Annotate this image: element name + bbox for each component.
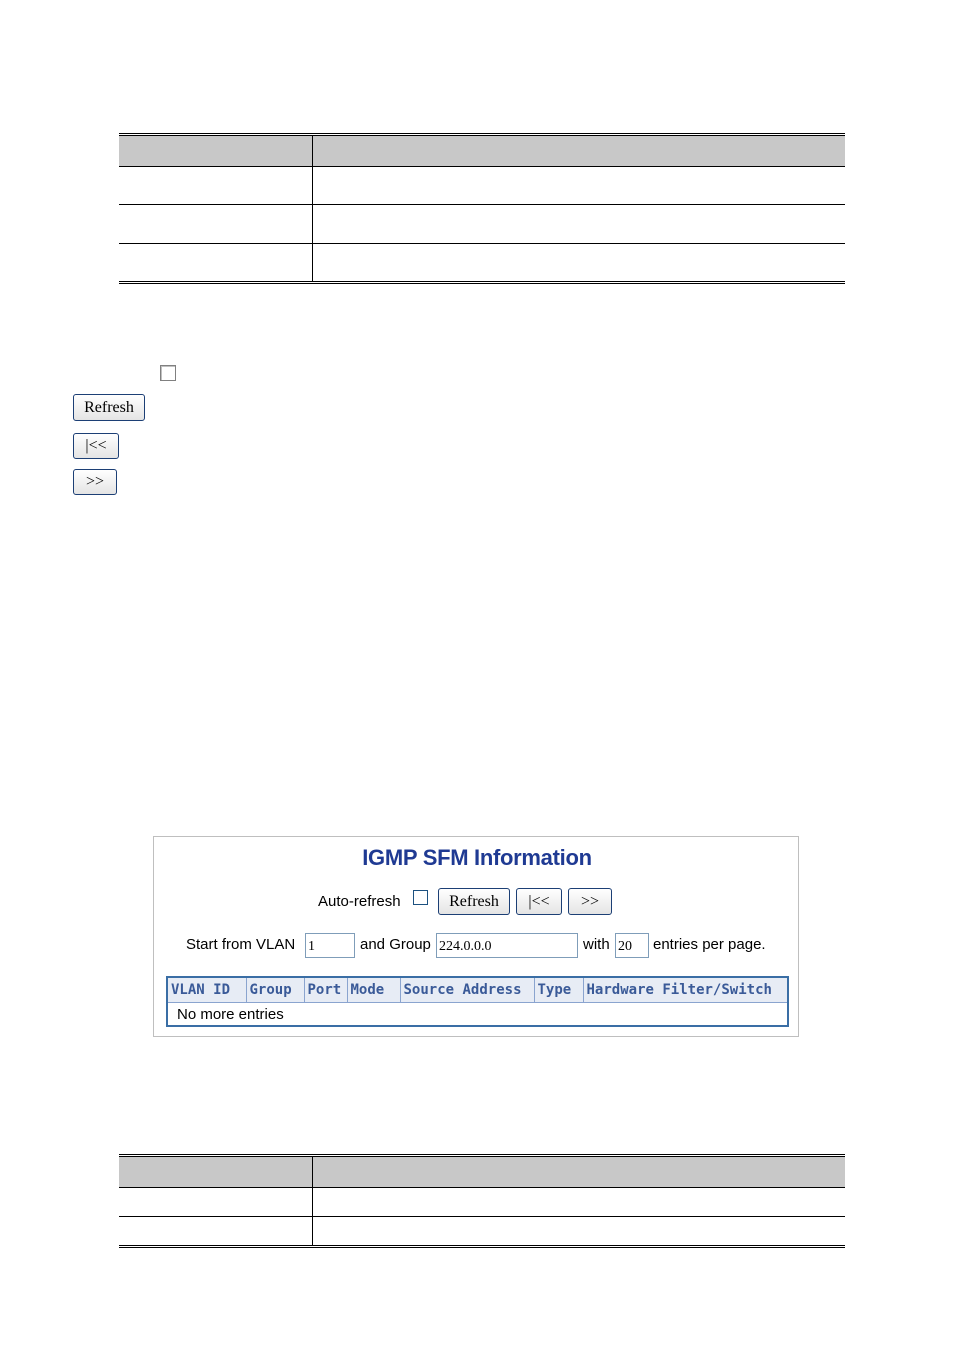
table-row — [119, 244, 845, 283]
entries-per-page-input[interactable] — [615, 933, 649, 958]
empty-message: No more entries — [167, 1003, 788, 1027]
sfm-info-table — [166, 976, 789, 1027]
vlan-start-input[interactable] — [305, 933, 355, 958]
table-row — [119, 1217, 845, 1247]
column-header-hardware-filter: Hardware Filter/Switch — [583, 977, 788, 1003]
table-header-row — [167, 977, 788, 1003]
table-cell — [119, 1217, 312, 1247]
table-row — [119, 1188, 845, 1217]
column-header-port: Port — [304, 977, 347, 1003]
auto-refresh-checkbox-legend[interactable] — [160, 365, 176, 381]
igmp-sfm-panel — [153, 836, 799, 1037]
next-page-button-legend[interactable]: >> — [73, 469, 117, 495]
with-label: with — [583, 936, 610, 953]
column-header-vlan-id: VLAN ID — [167, 977, 246, 1003]
top-description-table — [119, 133, 845, 284]
table-cell — [312, 1188, 845, 1217]
next-page-button[interactable]: >> — [568, 888, 612, 915]
refresh-button[interactable]: Refresh — [438, 888, 510, 915]
start-from-vlan-label: Start from VLAN — [186, 936, 296, 953]
table-cell — [312, 1217, 845, 1247]
table-row — [167, 1003, 788, 1027]
table-cell — [119, 1188, 312, 1217]
table-cell — [312, 244, 845, 283]
column-header-mode: Mode — [347, 977, 400, 1003]
header-cell-object — [119, 135, 312, 167]
entries-per-page-label: entries per page. — [653, 936, 766, 953]
table-cell — [312, 205, 845, 244]
page-title: IGMP SFM Information — [362, 845, 592, 870]
header-cell-object — [119, 1156, 312, 1188]
bottom-description-table — [119, 1154, 845, 1248]
and-group-label: and Group — [360, 936, 431, 953]
table-row — [119, 167, 845, 205]
first-page-button[interactable]: |<< — [516, 888, 562, 915]
table-cell — [119, 167, 312, 205]
table-header-row — [119, 1156, 845, 1188]
column-header-type: Type — [534, 977, 583, 1003]
column-header-source-address: Source Address — [400, 977, 534, 1003]
group-start-input[interactable] — [436, 933, 578, 958]
table-cell — [312, 167, 845, 205]
table-row — [119, 205, 845, 244]
table-header-row — [119, 135, 845, 167]
header-cell-description — [312, 135, 845, 167]
auto-refresh-label: Auto-refresh — [318, 893, 401, 910]
auto-refresh-checkbox[interactable] — [413, 890, 428, 905]
table-cell — [119, 205, 312, 244]
refresh-button-legend[interactable]: Refresh — [73, 394, 145, 421]
first-page-button-legend[interactable]: |<< — [73, 433, 119, 459]
table-cell — [119, 244, 312, 283]
header-cell-description — [312, 1156, 845, 1188]
column-header-group: Group — [246, 977, 304, 1003]
